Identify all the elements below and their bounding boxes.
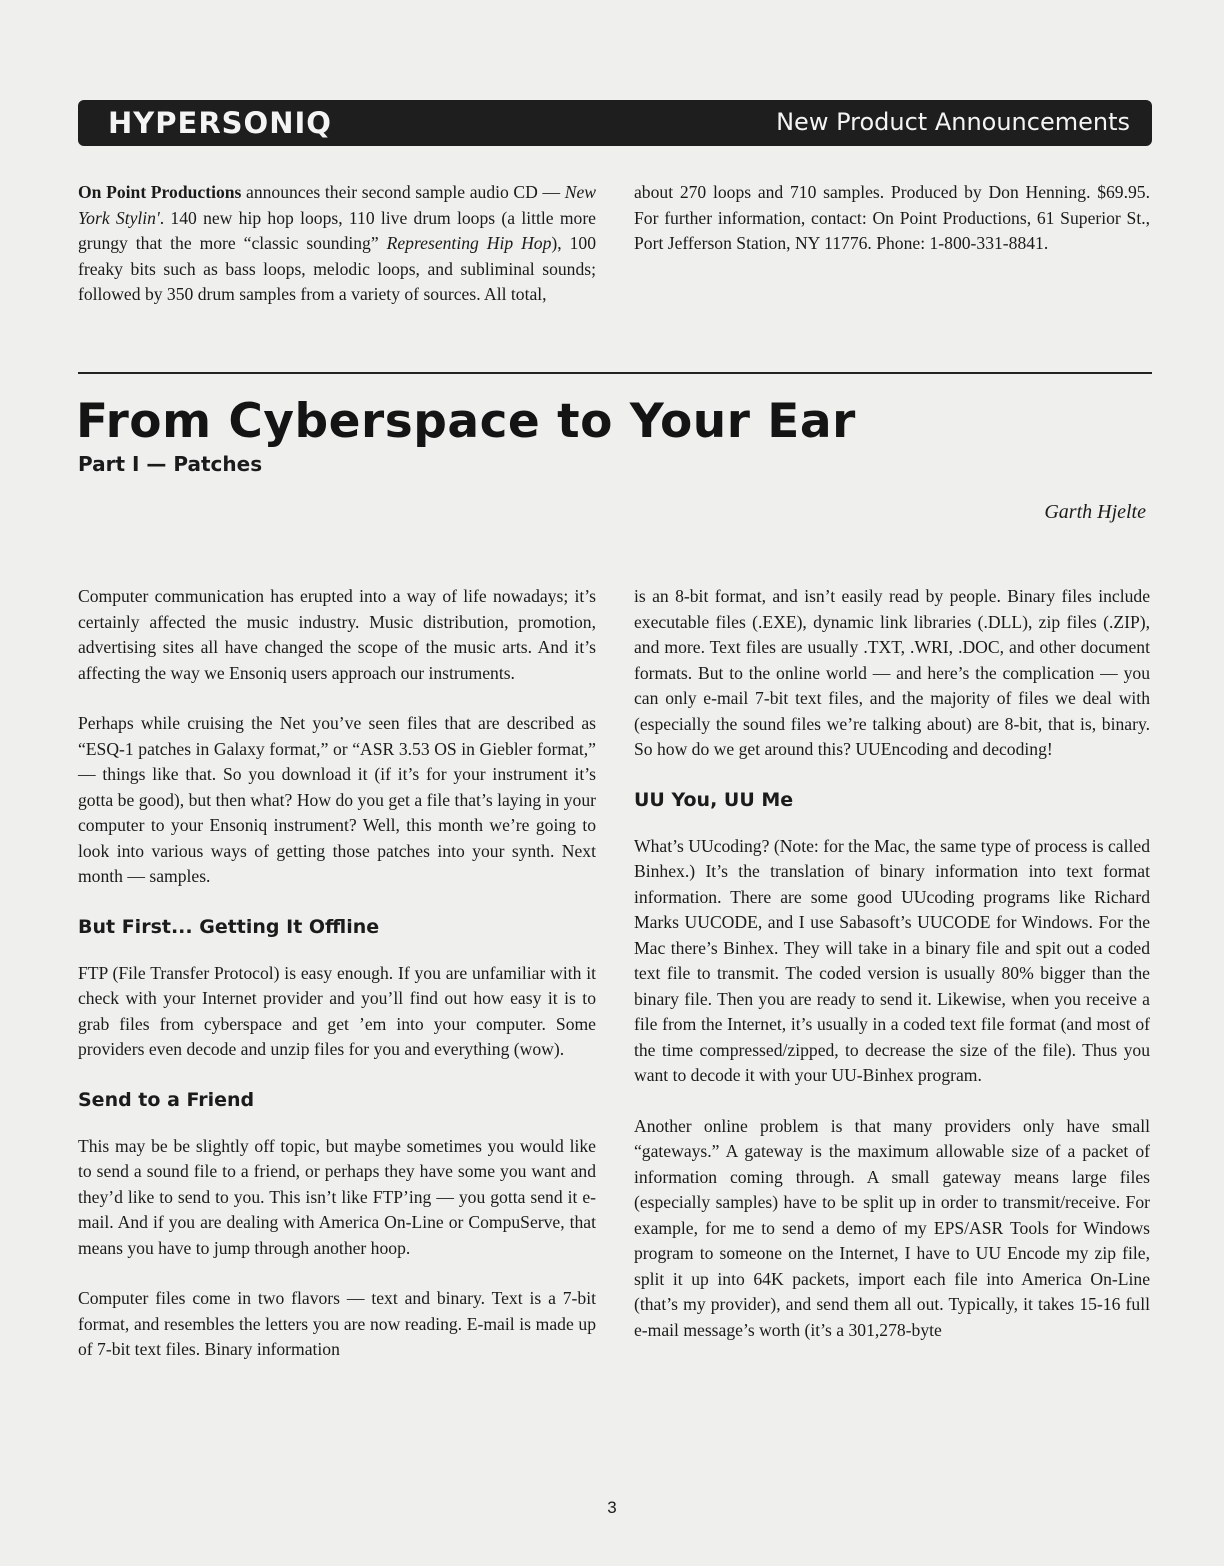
section-title: New Product Announcements [776, 108, 1130, 136]
section-heading: But First... Getting It Offline [78, 915, 380, 938]
paragraph: Computer communication has erupted into a way of life nowadays; it’s certainly affected the music industry. Music distribution, promotion, advertising sites all have changed the scope of the music arts. And it’s affecting the way we Ensoniq users approach our instruments. [78, 586, 596, 683]
paragraph: What’s UUcoding? (Note: for the Mac, the same type of process is called Binhex.) It’s the translation of binary information into text format information. There are some good UUcoding programs like Richard Marks UUCODE, and I use Sabasoft’s UUCODE for Windows. For the Mac there’s Binhex. They will take in a binary file and spit out a coded text file to transmit. The coded version is usually 80% bigger than the binary file. Then you are ready to send it. Likewise, when you receive a file from the Internet, it’s usually in a coded text file format (and most of the time compressed/zipped, to decrease the size of the file). Thus you want to decode it with your UU-Binhex program. [634, 835, 1150, 1085]
article-subtitle: Part I — Patches [78, 452, 263, 476]
paragraph: is an 8-bit format, and isn’t easily read by people. Binary files include executable files (.EXE), dynamic link libraries (.DLL), zip files (.ZIP), and more. Text files are usually .TXT, .WRI, .DOC, and other document formats. But to the online world — and here’s the complication — you can only e-mail 7-bit text files, and the majority of files we deal with (especially the sound files we’re talking about) are 8-bit, that is, binary. So how do we get around this? UUEncoding and decoding! [634, 586, 1150, 759]
article-title: From Cyberspace to Your Ear [76, 394, 856, 449]
section-heading: UU You, UU Me [634, 788, 794, 811]
article-right-column [634, 584, 1150, 1343]
announcement-right [634, 180, 1150, 257]
header-banner [78, 100, 1152, 146]
announcement-text: ), 100 freaky bits such as bass loops, melodic loops, and subliminal sounds; followed by 350 drum samples from a variety of sources. All total, [78, 233, 597, 304]
company-name: On Point Productions [78, 182, 242, 202]
page-number: 3 [607, 1498, 617, 1517]
announcement-right-text: about 270 loops and 710 samples. Produced by Don Henning. $69.95. For further information, contact: On Point Productions, 61 Superior St., Port Jefferson Station, NY 11776. Phone: 1-800-331-8841. [634, 182, 1150, 253]
article-author: Garth Hjelte [1044, 501, 1146, 523]
cd-title: New York Stylin' [78, 182, 596, 228]
divider-rule [78, 372, 1152, 374]
article-left-column [78, 584, 596, 1363]
brand-logo: HYPERSONIQ [108, 106, 332, 140]
announcement-left-text [78, 180, 596, 308]
paragraph: Perhaps while cruising the Net you’ve seen files that are described as “ESQ-1 patches in Galaxy format,” or “ASR 3.53 OS in Giebler format,” — things like that. So you download it (if it’s for your instrument it’s gotta be good), but then what? How do you get a file that’s laying in your computer to your Ensoniq instrument? Well, this month we’re going to look into various ways of getting those patches into your synth. Next month — samples. [78, 713, 596, 886]
cd-title: Representing Hip Hop [386, 233, 552, 253]
announcement-text: . 140 new hip hop loops, 110 live drum loops (a little more grungy that the more “classic sounding” [78, 207, 596, 253]
announcement-text: announces their second sample audio CD — [241, 182, 565, 202]
paragraph: This may be be slightly off topic, but maybe sometimes you would like to send a sound file to a friend, or perhaps they have some you want and they’d like to send to you. This isn’t like FTP’ing — you gotta send it e-mail. And if you are dealing with America On-Line or CompuServe, that means you have to jump through another hoop. [78, 1135, 596, 1258]
paragraph: FTP (File Transfer Protocol) is easy enough. If you are unfamiliar with it check with your Internet provider and you’ll find out how easy it is to grab files from cyberspace and get ’em into your computer. Some providers even decode and unzip files for you and everything (wow). [78, 962, 596, 1059]
section-heading: Send to a Friend [78, 1088, 255, 1111]
paragraph: Computer files come in two flavors — text and binary. Text is a 7-bit format, and resembles the letters you are now reading. E-mail is made up of 7-bit text files. Binary information [78, 1288, 596, 1359]
paragraph: Another online problem is that many providers only have small “gateways.” A gateway is the maximum allowable size of a packet of information coming through. A small gateway means large files (especially samples) have to be split up in order to transmit/receive. For example, for me to send a demo of my EPS/ASR Tools for Windows program to someone on the Internet, I have to UU Encode my zip file, split it up into 64K packets, import each file into America On-Line (that’s my provider), and send them all out. Typically, it takes 15-16 full e-mail message’s worth (it’s a 301,278-byte [634, 1115, 1150, 1340]
announcement-left [78, 180, 596, 308]
